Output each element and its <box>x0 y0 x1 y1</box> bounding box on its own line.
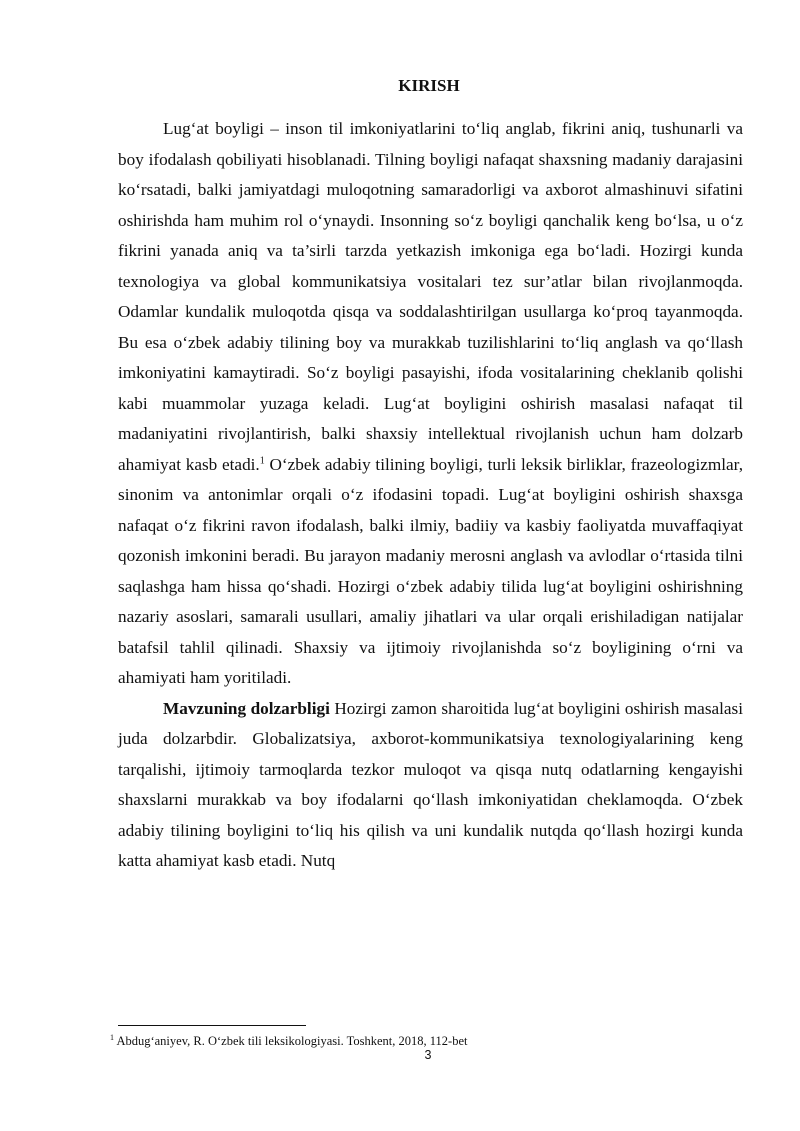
footnote-marker: 1 <box>110 1033 114 1042</box>
page-number: 3 <box>424 1048 432 1062</box>
relevance-paragraph <box>118 694 743 877</box>
intro-paragraph <box>118 114 743 694</box>
paragraph-text-continued: O‘zbek adabiy tilining boyligi, turli leksik birliklar, frazeologizmlar, sinonim va antonimlar orqali o‘z ifodasini topadi. Lug‘at boyligini oshirish shaxsga nafaqat o‘z fikrini ravon ifodalash, balki ilmiy, badiiy va kasbiy faoliyatda muvaffaqiyat qozonish imkonini beradi. Bu jarayon madaniy merosni anglash va avlodlar o‘rtasida tilni saqlashga ham hissa qo‘shadi. Hozirgi o‘zbek adabiy tilida lug‘at boyligini oshirishning nazariy asoslari, samarali usullari, amaliy jihatlari va ular orqali erishiladigan natijalar batafsil tahlil qilinadi. Shaxsiy va ijtimoiy rivojlanishda so‘z boyligining o‘rni va ahamiyati ham yoritiladi. <box>118 454 743 687</box>
paragraph-text: Lug‘at boyligi – inson til imkoniyatlarini to‘liq anglab, fikrini aniq, tushunarli va boy ifodalash qobiliyati hisoblanadi. Tilning boyligi nafaqat shaxsning madaniy darajasini ko‘rsatadi, balki jamiyatdagi muloqotning samaradorligi va axborot almashinuvi sifatini oshirishda ham muhim rol o‘ynaydi. Insonning so‘z boyligi qanchalik keng bo‘lsa, u o‘z fikrini yanada aniq va ta’sirli tarzda yetkazish imkoniga ega bo‘ladi. Hozirgi kunda texnologiya va global kommunikatsiya vositalari tez sur’atlar bilan rivojlanmoqda. Odamlar kundalik muloqotda qisqa va soddalashtirilgan usullarga ko‘proq tayanmoqda. Bu esa o‘zbek adabiy tilining boy va murakkab tuzilishlarini to‘liq anglash va qo‘llash imkoniyatini kamaytiradi. So‘z boyligi pasayishi, ifoda vositalarining cheklanib qolishi kabi muammolar yuzaga keladi. Lug‘at boyligini oshirish masalasi nafaqat til madaniyatini rivojlantirish, balki shaxsiy intellektual rivojlanish uchun ham dolzarb ahamiyat kasb etadi. <box>118 119 743 474</box>
section-lead-heading: Mavzuning dolzarbligi <box>163 698 330 718</box>
paragraph-text: Hozirgi zamon sharoitida lug‘at boyligini oshirish masalasi juda dolzarbdir. Globalizatsiya, axborot-kommunikatsiya texnologiyalarining keng tarqalishi, ijtimoiy tarmoqlarda tezkor muloqot va qisqa nutq odatlarning kengayishi shaxslarni murakkab va boy ifodalarni qo‘llash imkoniyatidan cheklamoqda. O‘zbek adabiy tilining boyligini to‘liq his qilish va uni kundalik nutqda qo‘llash hozirgi kunda katta ahamiyat kasb etadi. Nutq <box>118 698 743 870</box>
footnote <box>110 1030 750 1049</box>
footnote-text: Abdug‘aniyev, R. O‘zbek tili leksikologiyasi. Toshkent, 2018, 112-bet <box>116 1034 468 1049</box>
footnote-reference[interactable]: 1 <box>259 454 265 466</box>
footnote-divider <box>118 1025 306 1026</box>
body-text <box>118 114 743 877</box>
page-title: KIRISH <box>398 76 460 95</box>
